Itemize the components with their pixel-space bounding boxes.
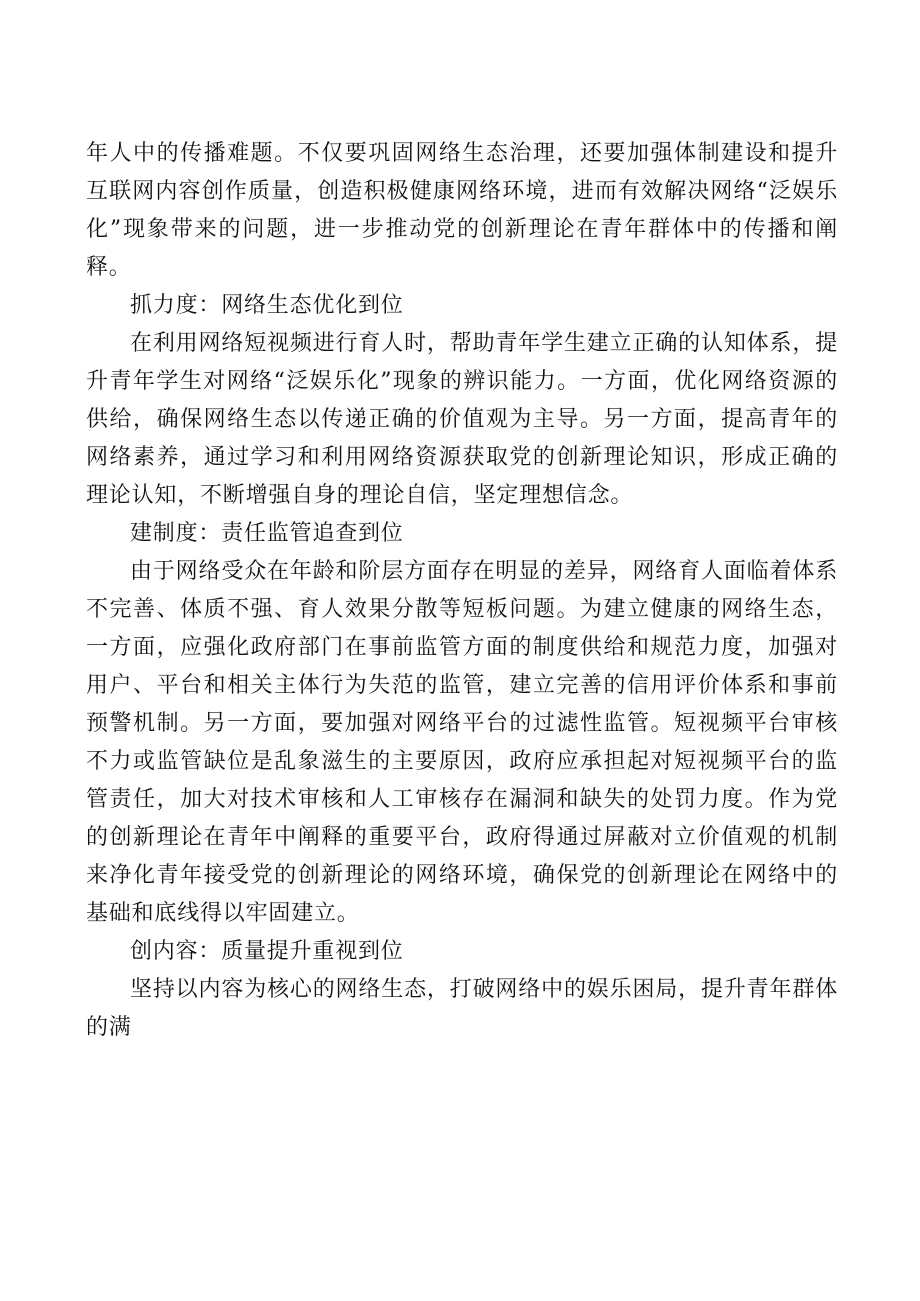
section-heading-content: 创内容：质量提升重视到位 <box>130 939 404 964</box>
paragraph-supervision: 由于网络受众在年龄和阶层方面存在明显的差异，网络育人面临着体系不完善、体质不强、育人效果分散等短板问题。为建立健康的网络生态，一方面，应强化政府部门在事前监管方面的制度供给和规范力度，加强对用户、平台和相关主体行为失范的监管，建立完善的信用评价体系和事前预警机制。另一方面，要加强对网络平台的过滤性监管。短视频平台审核不力或监管缺位是乱象滋生的主要原因，政府应承担起对短视频平台的监管责任，加大对技术审核和人工审核存在漏洞和缺失的处罚力度。作为党的创新理论在青年中阐释的重要平台，政府得通过屏蔽对立价值观的机制来净化青年接受党的创新理论的网络环境，确保党的创新理论在网络中的基础和底线得以牢固建立。 <box>86 559 838 926</box>
section-heading-strength: 抓力度：网络生态优化到位 <box>130 293 404 318</box>
paragraph-ecology: 在利用网络短视频进行育人时，帮助青年学生建立正确的认知体系，提升青年学生对网络“泛娱乐化”现象的辨识能力。一方面，优化网络资源的供给，确保网络生态以传递正确的价值观为主导。另一方面，提高青年的网络素养，通过学习和利用网络资源获取党的创新理论知识，形成正确的理论认知，不断增强自身的理论自信，坚定理想信念。 <box>86 331 838 508</box>
paragraph-content: 坚持以内容为核心的网络生态，打破网络中的娱乐困局，提升青年群体的满 <box>86 977 838 1040</box>
paragraph-continuation: 年人中的传播难题。不仅要巩固网络生态治理，还要加强体制建设和提升互联网内容创作质量，创造积极健康网络环境，进而有效解决网络“泛娱乐化”现象带来的问题，进一步推动党的创新理论在青年群体中的传播和阐释。 <box>86 141 838 280</box>
section-heading-system: 建制度：责任监管追查到位 <box>130 521 404 546</box>
document-body <box>86 135 838 1047</box>
